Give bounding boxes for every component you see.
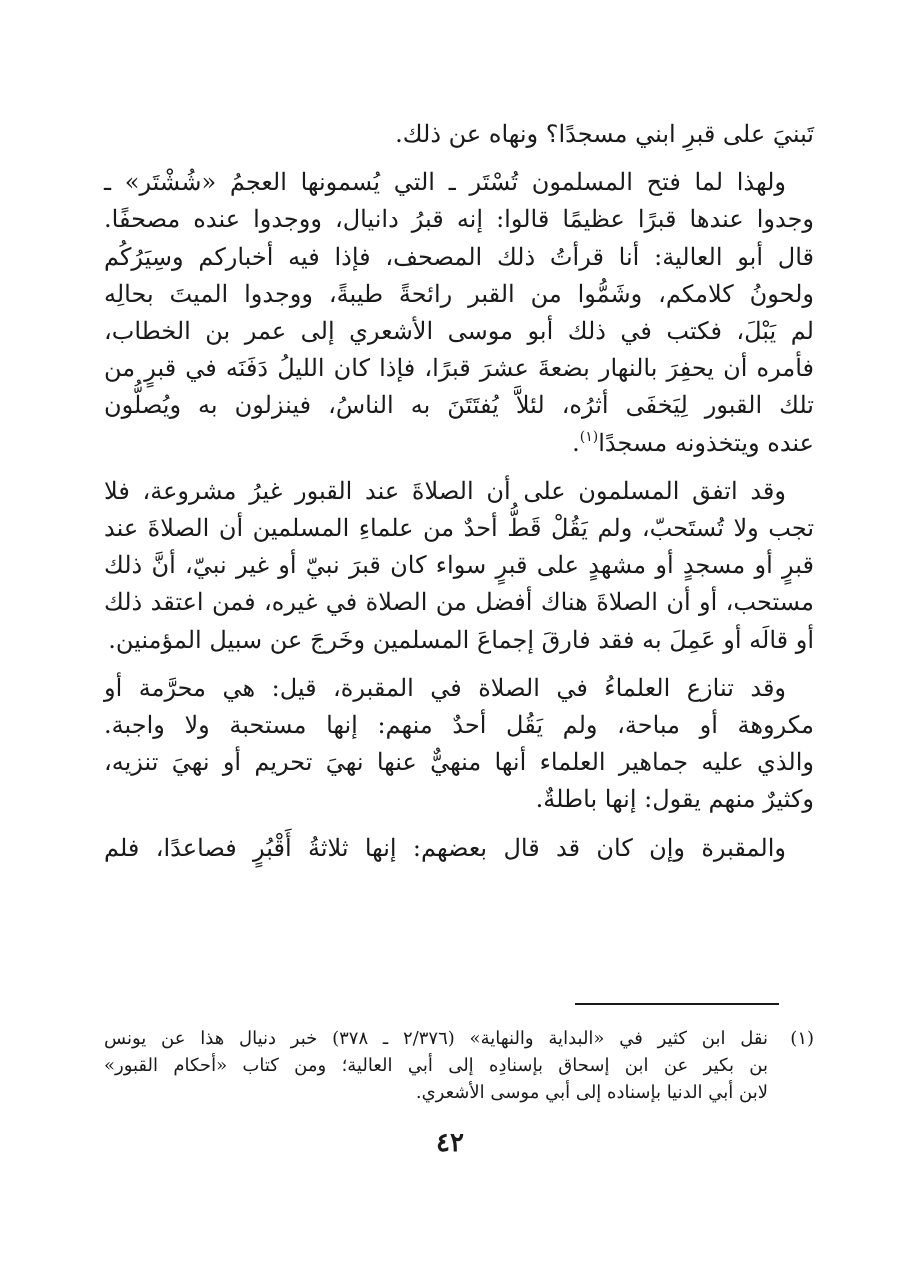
text-line: وقد اتفق المسلمون على أن الصلاةَ عند القبور غيرُ مشروعة، فلا xyxy=(104,476,786,505)
text-line: فأمره أن يحفِرَ بالنهار بضعةَ عشرَ قبرًا، فإذا كان الليلُ دَفَنَه في قبرٍ من xyxy=(104,354,814,383)
footnote-line: لابن أبي الدنيا بإسناده إلى أبي موسى الأشعري. xyxy=(415,1082,768,1103)
footnote-line: بن بكير عن ابن إسحاق بإسنادِه إلى أبي العالية؛ ومن كتاب «أحكام القبور» xyxy=(104,1055,768,1076)
footnote-separator xyxy=(575,1003,779,1005)
text-line: ولهذا لما فتح المسلمون تُسْتَر ـ التي يُسمونها العجمُ «شُشْتَر» ـ xyxy=(104,168,786,197)
text-line: وكثيرٌ منهم يقول: إنها باطلةٌ. xyxy=(535,785,814,814)
paragraph-4 xyxy=(104,670,814,819)
text-line: لم يَبْلَ، فكتب في ذلك أبو موسى الأشعري إلى عمر بن الخطاب، xyxy=(104,317,814,346)
text-line: ولحونُ كلامكم، وشَمُّوا من القبر رائحةً طيبةً، ووجدوا الميتَ بحالِه xyxy=(104,279,815,308)
text-line: وجدوا عندها قبرًا عظيمًا قالوا: إنه قبرُ دانيال، ووجدوا عنده مصحفًا. xyxy=(104,205,814,234)
text-line xyxy=(104,425,814,462)
paragraph-3 xyxy=(104,473,814,659)
footnote-line xyxy=(104,1025,814,1052)
paragraph-5 xyxy=(104,830,814,867)
footnote-reference[interactable]: (١) xyxy=(579,428,599,445)
text-line: مكروهة أو مباحة، ولم يَقُل أحدٌ منهم: إنها مستحبة ولا واجبة. xyxy=(104,711,814,740)
text-line: تجب ولا تُستَحبّ، ولم يَقُلْ قَطُّ أحدٌ من علماءِ المسلمين أن الصلاةَ عند xyxy=(104,514,814,543)
text-line-body: عنده ويتخذونه مسجدًا xyxy=(598,428,814,457)
main-text xyxy=(104,116,814,878)
page-number: ٤٢ xyxy=(436,1128,464,1158)
footnote-number: (١) xyxy=(790,1028,815,1049)
text-line: قال أبو العالية: أنا قرأتُ ذلك المصحف، فإذا فيه أخباركم وسِيَرُكُم xyxy=(104,242,814,271)
text-line: والذي عليه جماهير العلماء أنها منهيٌّ عنها نهيَ تحريم أو نهيَ تنزيه، xyxy=(104,748,814,777)
text-line-tail: . xyxy=(572,428,580,457)
text-line: تَبنيَ على قبرِ ابني مسجدًا؟ ونهاه عن ذلك. xyxy=(395,120,814,148)
text-line: تلك القبور لِيَخفَى أثرُه، لئلاَّ يُفتَتَنَ به الناسُ، فينزلون به ويُصلُّون xyxy=(104,391,814,420)
text-line: قبرٍ أو مسجدٍ أو مشهدٍ على قبرٍ سواء كان قبرَ نبيّ أو غير نبيّ، أنَّ ذلك xyxy=(104,551,814,580)
footnote xyxy=(104,1025,814,1106)
footnote-text: نقل ابن كثير في «البداية والنهاية» (٢/٣٧٦ ـ ٣٧٨) خبر دنيال هذا عن يونس xyxy=(104,1028,769,1049)
text-line: مستحب، أو أن الصلاةَ هناك أفضل من الصلاة في غيره، فمن اعتقد ذلك xyxy=(104,588,814,617)
text-line: أو قالَه أو عَمِلَ به فقد فارقَ إجماعَ المسلمين وخَرجَ عن سبيل المؤمنين. xyxy=(108,625,814,654)
paragraph-2 xyxy=(104,164,814,462)
text-line: والمقبرة وإن كان قد قال بعضهم: إنها ثلاثةُ أَقْبُرٍ فصاعدًا، فلم xyxy=(104,833,786,862)
text-line: وقد تنازع العلماءُ في الصلاة في المقبرة، قيل: هي محرَّمة أو xyxy=(104,673,786,702)
paragraph-1 xyxy=(104,116,814,153)
